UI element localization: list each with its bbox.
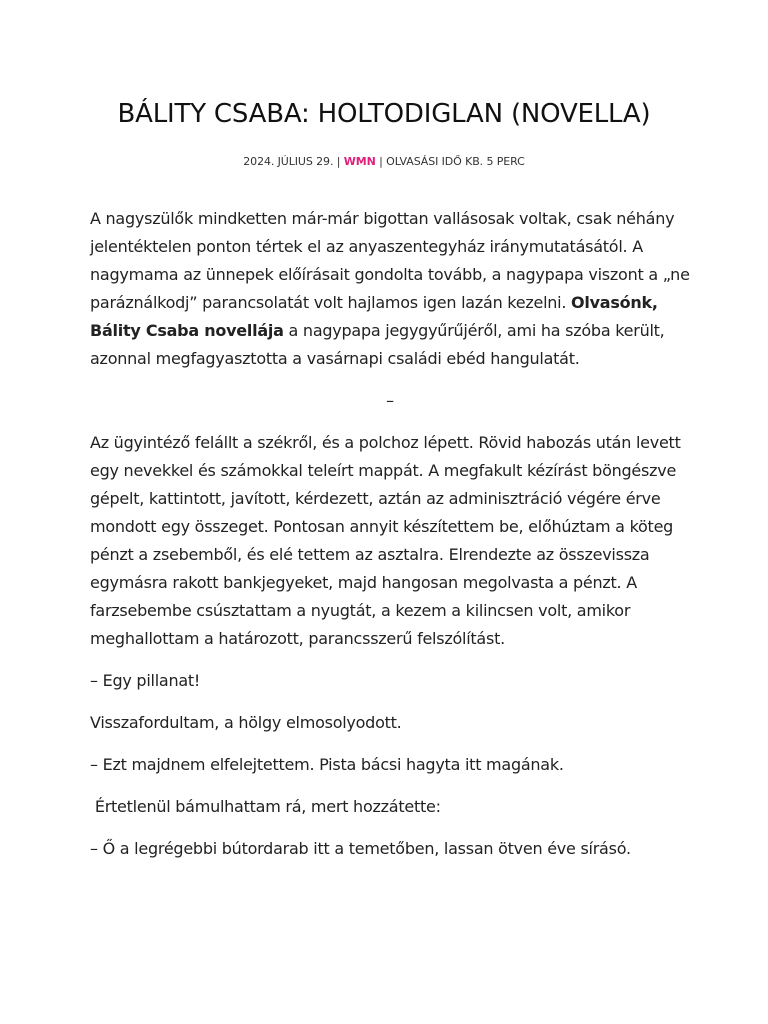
section-separator: – xyxy=(386,391,394,410)
article-lead xyxy=(90,205,690,373)
paragraph: Értetlenül bámulhattam rá, mert hozzátette: xyxy=(90,797,441,816)
lead-text-2: a nagypapa jegygyűrűjéről, ami ha szóba került, azonnal megfagyasztotta a vasárnapi családi ebéd hangulatát. xyxy=(90,321,665,368)
article-title: BÁLITY CSABA: HOLTODIGLAN (NOVELLA) xyxy=(117,99,651,129)
article-meta xyxy=(0,152,768,172)
lead-text-1: A nagyszülők mindketten már-már bigottan vallásosak voltak, csak néhány jelentéktelen ponton tértek el az anyaszentegyház iránymutatásától. A nagymama az ünnepek előírásait gondolta tovább, a nagypapa viszont a „ne paráználkodj” parancsolatát volt hajlamos igen lazán kezelni. xyxy=(90,209,690,312)
meta-separator: | xyxy=(333,155,344,168)
paragraph: – Egy pillanat! xyxy=(90,671,201,690)
paragraph: Az ügyintéző felállt a székről, és a polchoz lépett. Rövid habozás után levett egy nevekkel és számokkal teleírt mappát. A megfakult kézírást böngészve gépelt, kattintott, javított, kérdezett, aztán az adminisztráció végére érve mondott egy összeget. Pontosan annyit készítettem be, előhúztam a köteg pénzt a zsebemből, és elé tettem az asztalra. Elrendezte az összevissza egymásra rakott bankjegyeket, majd hangosan megolvasta a pénzt. A farzsebembe csúsztattam a nyugtát, a kezem a kilincsen volt, amikor meghallottam a határozott, parancsszerű felszólítást. xyxy=(90,433,681,648)
article-body xyxy=(90,205,690,877)
reading-time: OLVASÁSI IDŐ KB. 5 PERC xyxy=(386,155,525,168)
paragraph: – Ezt majdnem elfelejtettem. Pista bácsi hagyta itt magának. xyxy=(90,755,564,774)
lead-bold-text: Olvasónk, Bálity Csaba novellája xyxy=(90,293,658,340)
meta-separator: | xyxy=(375,155,387,168)
paragraph: Visszafordultam, a hölgy elmosolyodott. xyxy=(90,713,402,732)
article-date: 2024. JÚLIUS 29. xyxy=(243,155,334,168)
source-link[interactable]: WMN xyxy=(343,155,376,168)
paragraph: – Ő a legrégebbi bútordarab itt a temetőben, lassan ötven éve sírásó. xyxy=(90,839,631,858)
